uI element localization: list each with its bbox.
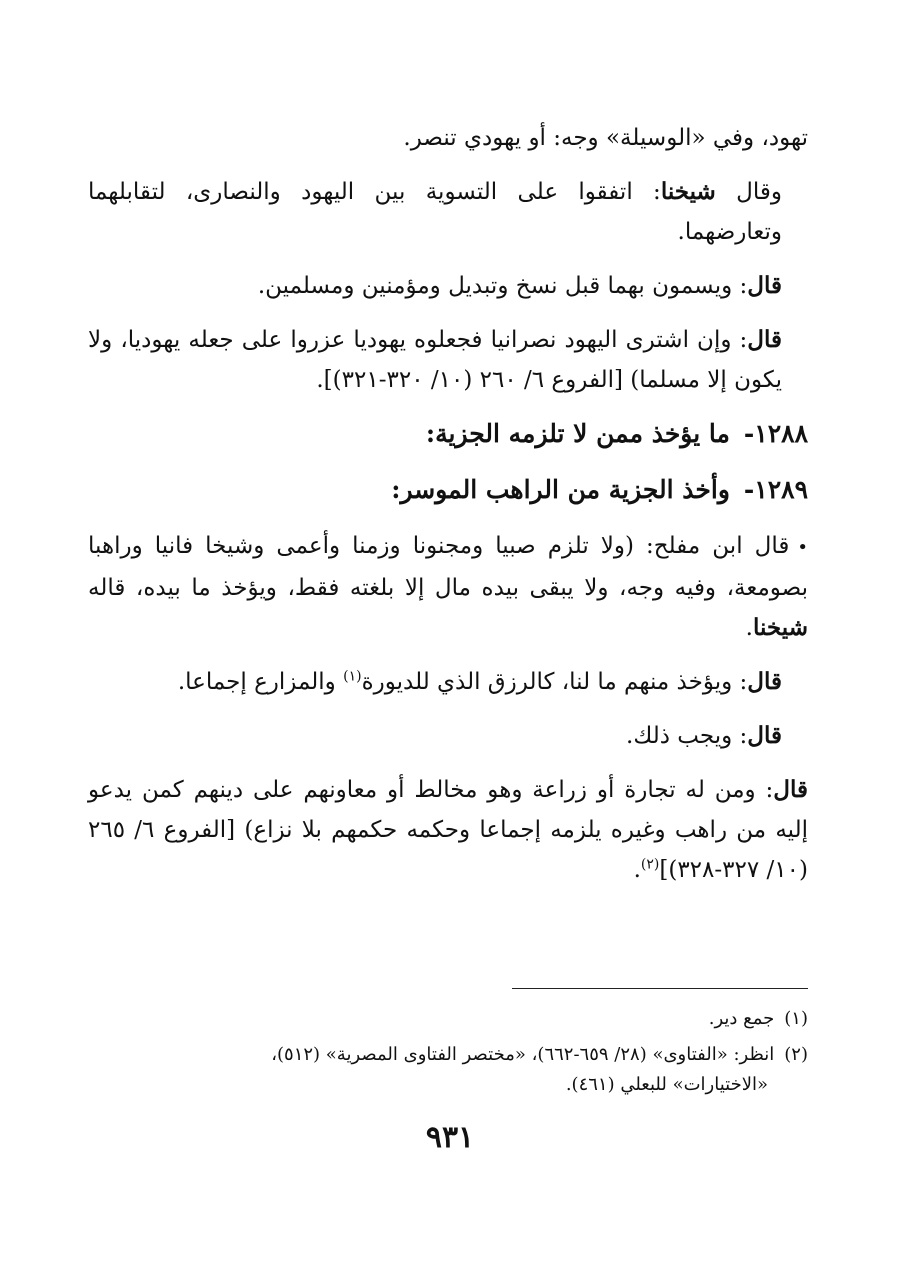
paragraph-text: : ويجب ذلك. bbox=[626, 723, 748, 749]
paragraph-text: قال ابن مفلح: (ولا تلزم صبيا ومجنونا وزمنا وأعمى وشيخا فانيا وراهبا بصومعة، وفيه وجه، ولا يبقى بيده مال إلا بلغته فقط، ويؤخذ ما بيده، قاله bbox=[88, 533, 808, 601]
keyword-qal: قال bbox=[773, 776, 808, 803]
footnote-2 bbox=[88, 1040, 808, 1100]
paragraph-sheikh-opinion bbox=[88, 172, 808, 252]
paragraph-text: . bbox=[633, 857, 641, 883]
paragraph-text: : ويسمون بهما قبل نسخ وتبديل ومؤمنين ومسلمين. bbox=[257, 273, 748, 299]
main-text bbox=[88, 118, 808, 904]
footnote-ref-2[interactable]: (٢) bbox=[640, 856, 660, 873]
paragraph-text: : وإن اشترى اليهود نصرانيا فجعلوه يهوديا عزروا على جعله يهوديا، ولا يكون إلا مسلما) [الفروع ٦/ ٢٦٠ (١٠/ ٣٢٠-٣٢١)]. bbox=[88, 327, 782, 393]
footnote-text-continued: «الاختيارات» للبعلي (٤٦١). bbox=[565, 1074, 768, 1095]
paragraph-continuation bbox=[88, 118, 808, 158]
page-number: ٩٣١ bbox=[425, 1120, 475, 1155]
keyword-qal: قال bbox=[747, 668, 782, 695]
heading-title: وأخذ الجزية من الراهب الموسر: bbox=[391, 475, 730, 504]
paragraph-ibn-muflih bbox=[88, 526, 808, 648]
keyword-qal: قال bbox=[747, 722, 782, 749]
section-heading-1289 bbox=[88, 470, 808, 510]
paragraph-text: : ويؤخذ منهم ما لنا، كالرزق الذي للديورة bbox=[361, 669, 748, 695]
paragraph-text: : اتفقوا على التسوية بين اليهود والنصارى، لتقابلهما وتعارضهما. bbox=[88, 179, 782, 245]
paragraph-qal-2 bbox=[88, 320, 808, 400]
heading-title: ما يؤخذ ممن لا تلزمه الجزية: bbox=[425, 419, 730, 448]
paragraph-text: وقال bbox=[715, 179, 782, 205]
paragraph-qal-5 bbox=[88, 770, 808, 890]
paragraph-qal-3 bbox=[88, 662, 808, 702]
footnote-mark: (١) bbox=[784, 1008, 808, 1029]
keyword-qal: قال bbox=[747, 272, 782, 299]
keyword-shaykhuna: شيخنا bbox=[660, 178, 716, 205]
paragraph-text: . bbox=[745, 615, 753, 641]
heading-number: ١٢٨٨- bbox=[743, 419, 808, 448]
keyword-qal: قال bbox=[747, 326, 782, 353]
paragraph-qal-4 bbox=[88, 716, 808, 756]
heading-number: ١٢٨٩- bbox=[743, 475, 808, 504]
footnotes bbox=[88, 1004, 808, 1106]
footnote-divider bbox=[512, 988, 808, 989]
paragraph-text: : ومن له تجارة أو زراعة وهو مخالط أو معاونهم على دينهم كمن يدعو إليه من راهب وغيره يلزمه إجماعا وحكمه حكمهم بلا نزاع) [الفروع ٦/ ٢٦٥ (١٠/ ٣٢٧-٣٢٨)] bbox=[88, 777, 809, 883]
paragraph-qal-1 bbox=[88, 266, 808, 306]
footnote-1 bbox=[88, 1004, 808, 1034]
bullet-icon: • bbox=[797, 537, 808, 558]
footnote-text: انظر: «الفتاوى» (٢٨/ ٦٥٩-٦٦٢)، «مختصر الفتاوى المصرية» (٥١٢)، bbox=[271, 1044, 775, 1065]
keyword-shaykhuna: شيخنا bbox=[752, 614, 808, 641]
section-heading-1288 bbox=[88, 414, 808, 454]
footnote-ref-1[interactable]: (١) bbox=[343, 668, 362, 685]
paragraph-text: والمزارع إجماعا. bbox=[177, 669, 344, 695]
footnote-text: جمع دير. bbox=[708, 1008, 775, 1029]
paragraph-text: تهود، وفي «الوسيلة» وجه: أو يهودي تنصر. bbox=[403, 125, 808, 151]
footnote-mark: (٢) bbox=[784, 1044, 808, 1065]
